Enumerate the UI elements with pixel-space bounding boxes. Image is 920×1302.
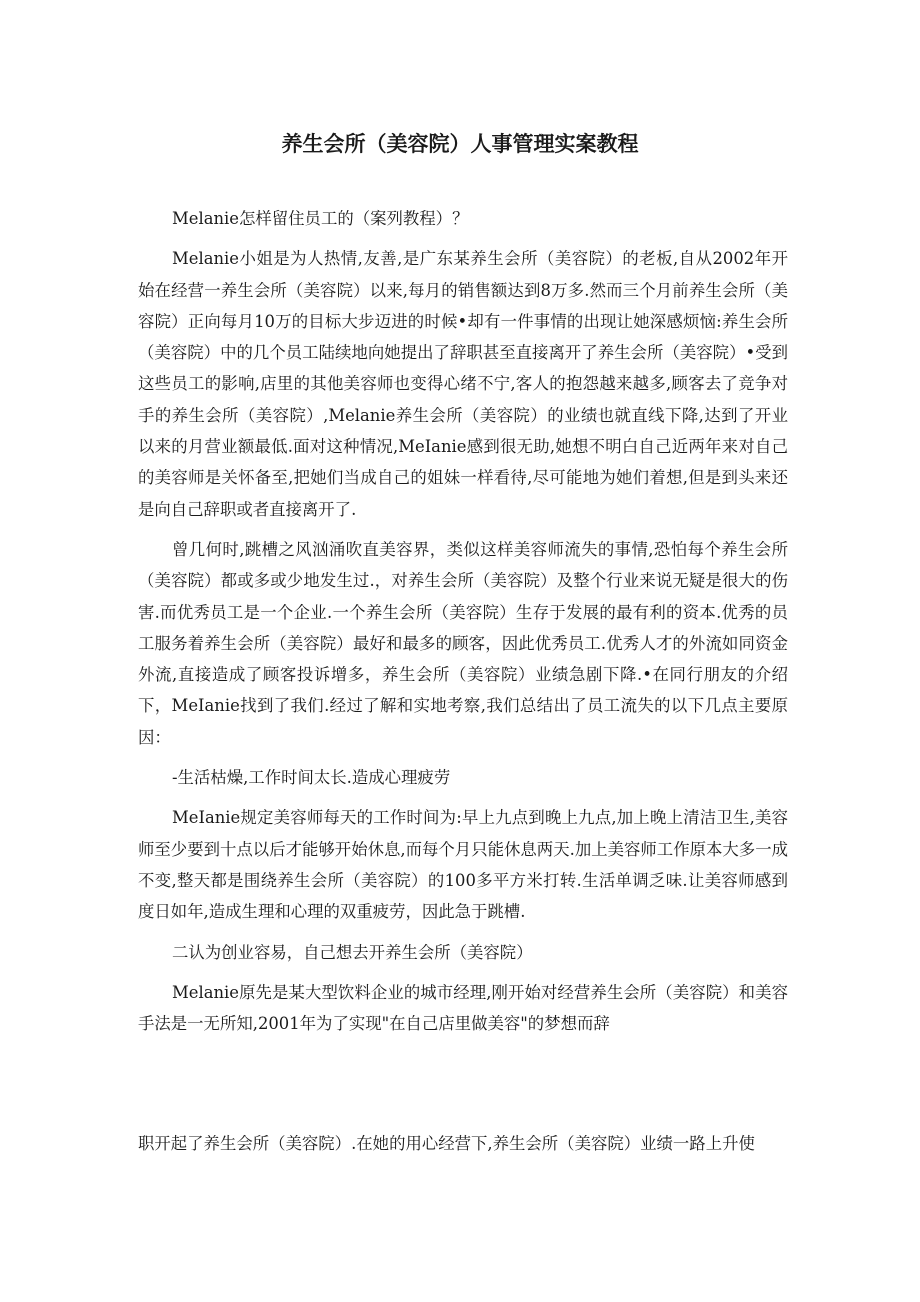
paragraph-work-hours: MeIanie规定美容师每天的工作时间为:早上九点到晚上九点,加上晚上清洁卫生,美容师至少要到十点以后才能够开始休息,而每个月只能休息两天.加上美容师工作原本大多一成不变,整天都是围绕养生会所（美容院）的100多平方米打转.生活单调乏味.让美容师感到度日如年,造成生理和心理的双重疲劳，因此急于跳槽. <box>138 808 788 922</box>
paragraph-industry-analysis: 曾几何时,跳槽之风汹涌吹直美容界，类似这样美容师流失的事情,恐怕每个养生会所（美容院）都或多或少地发生过.，对养生会所（美容院）及整个行业来说无疑是很大的伤害.而优秀员工是一个企业.一个养生会所（美容院）生存于发展的最有利的资本.优秀的员工服务着养生会所（美容院）最好和最多的顾客，因此优秀员工.优秀人才的外流如同资金外流,直接造成了顾客投诉增多，养生会所（美容院）业绩急剧下降.•在同行朋友的介绍下，MeIanie找到了我们.经过了解和实地考察,我们总结出了员工流失的以下几点主要原因： <box>138 539 788 747</box>
paragraph-continuation: 职开起了养生会所（美容院）.在她的用心经营下,养生会所（美容院）业绩一路上升使 <box>138 1134 755 1153</box>
section-heading-question: Melanie怎样留住员工的（案列教程）？ <box>172 209 469 228</box>
paragraph-melanie-intro: Melanie小姐是为人热情,友善,是广东某养生会所（美容院）的老板,自从2002年开始在经营一养生会所（美容院）以来,每月的销售额达到8万多.然而三个月前养生会所（美容院）正向每月10万的目标大步迈进的时候•却有一件事情的出现让她深感烦恼:养生会所（美容院）中的几个员工陆续地向她提出了辞职甚至直接离开了养生会所（美容院）•受到这些员工的影响,店里的其他美容师也变得心绪不宁,客人的抱怨越来越多,顾客去了竞争对手的养生会所（美容院）,Melanie养生会所（美容院）的业绩也就直线下降,达到了开业以来的月营业额最低.面对这种情况,MeIanie感到很无助,她想不明白自己近两年来对自己的美容师是关怀备至,把她们当成自己的姐妹一样看待,尽可能地为她们着想,但是到头来还是向自己辞职或者直接离开了. <box>138 249 788 519</box>
section-heading-reason-two: 二认为创业容易，自己想去开养生会所（美容院） <box>172 942 533 962</box>
paragraph-melanie-background: Melanie原先是某大型饮料企业的城市经理,刚开始对经营养生会所（美容院）和美容手法是一无所知,2001年为了实现"在自己店里做美容"的梦想而辞 <box>138 982 788 1034</box>
document-body-continued <box>138 1128 788 1168</box>
document-body <box>138 203 788 1048</box>
document-title: 养生会所（美容院）人事管理实案教程 <box>281 132 639 156</box>
section-heading-reason-one: -生活枯燥,工作时间太长.造成心理疲劳 <box>172 768 451 788</box>
